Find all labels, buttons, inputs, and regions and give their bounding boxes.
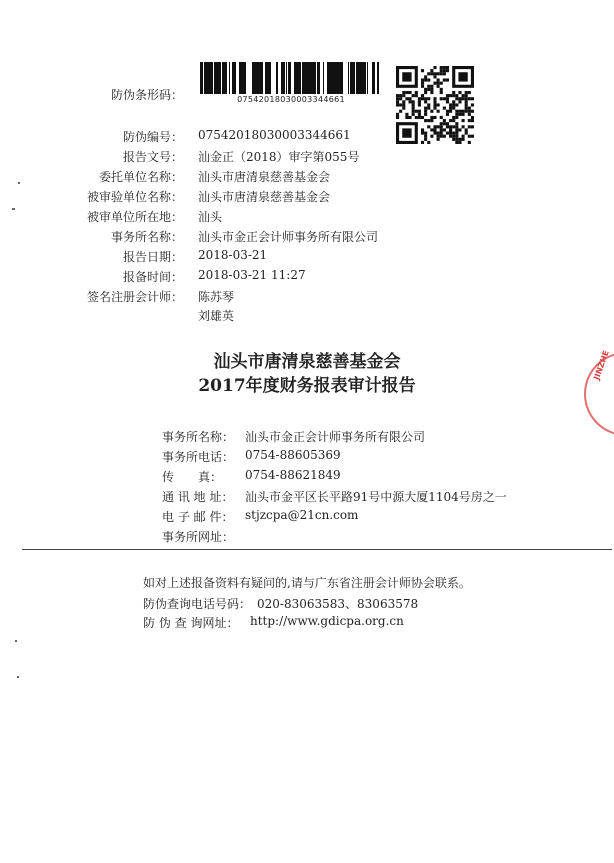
firm-field-value: 汕头市金正会计师事务所有限公司: [245, 430, 426, 444]
firm-field-label: 事务所网址：: [162, 530, 235, 544]
firm-field-label: 传 真：: [162, 470, 223, 484]
header-field-value: 汕头市唐清泉慈善基金会: [198, 190, 331, 204]
header-field-value: 汕金正（2018）审字第055号: [198, 150, 360, 164]
scan-speck: [15, 640, 17, 642]
header-field-label: 报告文号：: [122, 150, 183, 164]
qr-code-image: [396, 66, 474, 144]
seal-stamp-text: JINZHE: [592, 349, 611, 382]
report-title-line2: 2017年度财务报表审计报告: [198, 376, 416, 396]
firm-field-label: 通 讯 地 址：: [162, 490, 234, 504]
footer-phone-value: 020-83063583、83063578: [257, 597, 419, 611]
scan-speck: [17, 676, 19, 678]
header-field-label: 被审验单位名称：: [86, 190, 183, 204]
header-field-label: 报告日期：: [122, 250, 183, 264]
firm-field-label: 事务所名称：: [162, 430, 235, 444]
report-title-line1: 汕头市唐清泉慈善基金会: [213, 352, 401, 372]
footer-phone-label: 防伪查询电话号码：: [143, 597, 252, 611]
header-field-value: 2018-03-21 11:27: [198, 268, 306, 282]
footer-url-value[interactable]: http://www.gdicpa.org.cn: [250, 614, 404, 628]
firm-field-label: 事务所电话：: [162, 450, 235, 464]
header-field-label: 签名注册会计师：: [86, 290, 183, 304]
header-field-label: 委托单位名称：: [98, 170, 183, 184]
scan-speck: [12, 208, 15, 210]
header-field-value: 07542018030003344661: [198, 128, 351, 142]
header-field-label: 事务所名称：: [110, 230, 183, 244]
barcode-number: 07542018030003344661: [237, 95, 345, 104]
header-field-label: 被审单位所在地：: [86, 210, 183, 224]
header-field-value: 汕头: [198, 210, 223, 224]
header-field-value: 2018-03-21: [198, 248, 268, 262]
barcode-label: 防伪条形码：: [110, 88, 183, 102]
header-field-label: 报备时间：: [122, 270, 183, 284]
header-field-value: 刘雄英: [198, 309, 235, 323]
header-field-value: 陈苏琴: [198, 290, 235, 304]
footer-url-label: 防 伪 查 询网址：: [143, 616, 239, 630]
divider-line: [22, 549, 612, 550]
firm-field-value: stjzcpa@21cn.com: [245, 508, 359, 522]
firm-field-label: 电 子 邮 件：: [162, 510, 234, 524]
header-field-value: 汕头市金正会计师事务所有限公司: [198, 230, 379, 244]
header-field-value: 汕头市唐清泉慈善基金会: [198, 170, 331, 184]
firm-field-value: 0754-88621849: [245, 468, 341, 482]
footer-notice: 如对上述报备资料有疑问的,请与广东省注册会计师协会联系。: [143, 576, 471, 590]
firm-field-value: 0754-88605369: [245, 448, 341, 462]
firm-field-value: 汕头市金平区长平路91号中源大厦1104号房之一: [245, 490, 507, 504]
header-field-label: 防伪编号：: [122, 130, 183, 144]
scan-speck: [18, 182, 20, 184]
